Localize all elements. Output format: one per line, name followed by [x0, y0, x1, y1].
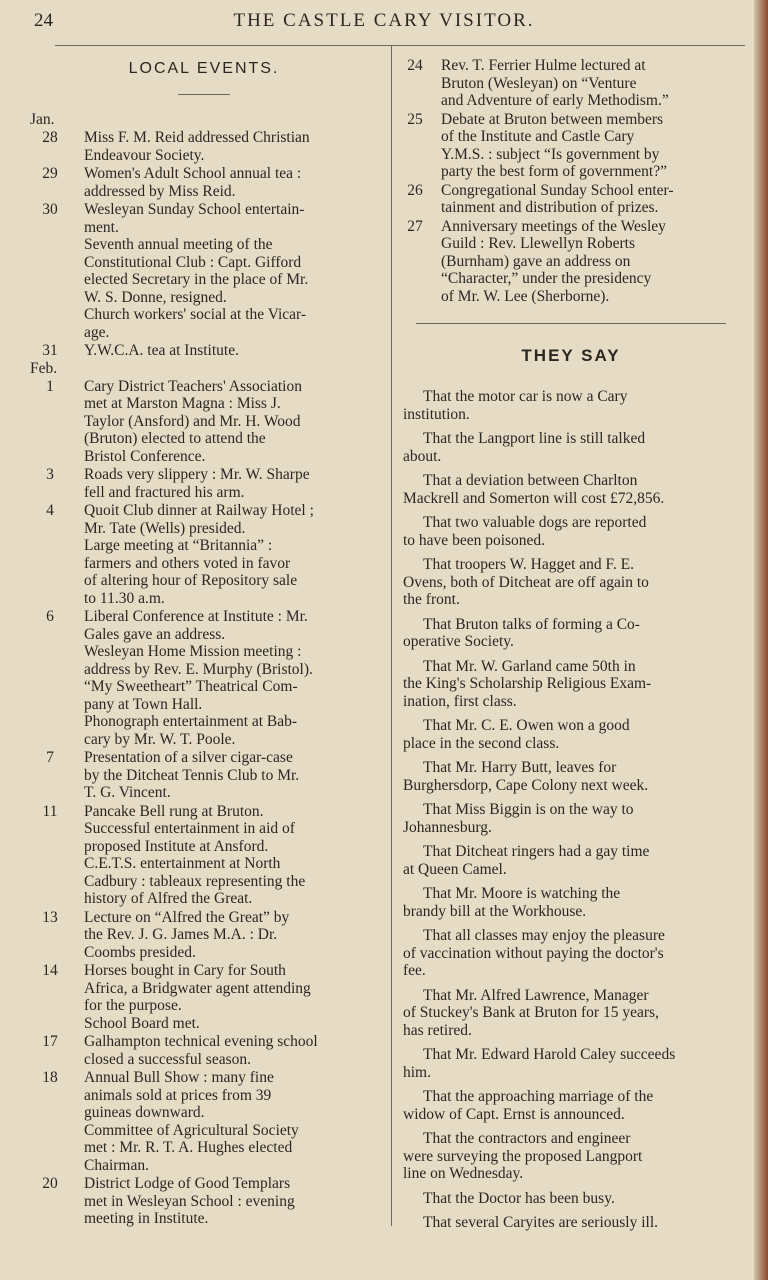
they-say-item [403, 658, 739, 711]
they-say-line: That the Langport line is still talked [423, 430, 646, 447]
event-day: 25 [407, 110, 423, 128]
they-say-line: place in the second class. [403, 734, 560, 752]
event-text-line: Mr. Tate (Wells) presided. [84, 519, 246, 537]
they-say-line: That Miss Biggin is on the way to [423, 801, 634, 818]
event-text-line: Debate at Bruton between members [441, 110, 664, 128]
event-text-line: Pancake Bell rung at Bruton. [84, 802, 264, 820]
event-text-line: met in Wesleyan School : evening [84, 1192, 295, 1210]
event-text-line: Gales gave an address. [84, 625, 226, 643]
they-say-line: That Mr. W. Garland came 50th in [423, 657, 636, 675]
event-text-line: Constitutional Club : Capt. Gifford [84, 253, 302, 271]
event-text-line: guineas downward. [84, 1104, 205, 1121]
they-say-line: to have been poisoned. [403, 531, 546, 549]
event-text-line: C.E.T.S. entertainment at North [84, 855, 281, 872]
event-text-line: Y.W.C.A. tea at Institute. [84, 342, 239, 359]
event-text-line: Y.M.S. : subject “Is government by [441, 145, 660, 163]
they-say-line: brandy bill at the Workhouse. [403, 902, 587, 920]
event-text-line: Galhampton technical evening school [84, 1033, 318, 1050]
event-entry [30, 1069, 378, 1174]
event-day: 17 [42, 1033, 58, 1050]
event-text-line: the Rev. J. G. James M.A. : Dr. [84, 926, 278, 943]
they-say-item [403, 472, 739, 507]
event-text-line: Annual Bull Show : many fine [84, 1069, 274, 1086]
they-say-line: That two valuable dogs are reported [423, 514, 647, 531]
event-text-line: tainment and distribution of prizes. [441, 199, 659, 216]
they-say-item [403, 927, 739, 980]
event-text-line: Taylor (Ansford) and Mr. H. Wood [84, 412, 301, 430]
event-text-line: (Burnham) gave an address on [441, 252, 631, 270]
event-text-line: for the purpose. [84, 997, 182, 1014]
event-day: 1 [46, 377, 54, 395]
event-text-line: Church workers' social at the Vicar- [84, 306, 307, 323]
event-text-line: Roads very slippery : Mr. W. Sharpe [84, 466, 310, 483]
they-say-line: operative Society. [403, 633, 514, 650]
event-text-line: W. S. Donne, resigned. [84, 288, 227, 306]
they-say-line: Mackrell and Somerton will cost £72,856. [403, 489, 665, 507]
they-say-item [403, 801, 739, 836]
event-day: 14 [42, 962, 58, 979]
event-text-line: Guild : Rev. Llewellyn Roberts [441, 235, 636, 252]
event-text-line: and Adventure of early Methodism.” [441, 92, 669, 109]
event-day: 11 [42, 802, 58, 820]
title-rule [178, 94, 230, 95]
event-entry [30, 342, 378, 360]
they-say-line: That several Caryites are seriously ill. [423, 1214, 659, 1231]
event-text-line: T. G. Vincent. [84, 784, 171, 801]
month-label: Jan. [30, 111, 55, 128]
event-text-line: Anniversary meetings of the Wesley [441, 217, 666, 235]
they-say-line: That Mr. C. E. Owen won a good [423, 717, 630, 734]
right-column [403, 56, 739, 1232]
they-say-line: were surveying the proposed Langport [403, 1147, 643, 1165]
they-say-line: about. [403, 447, 442, 465]
they-say-item [403, 514, 739, 549]
they-say-line: institution. [403, 405, 470, 423]
they-say-item [403, 430, 739, 465]
event-text-line: to 11.30 a.m. [84, 589, 165, 607]
month-label: Feb. [30, 359, 58, 377]
they-say-line: That troopers W. Hagget and F. E. [423, 556, 634, 573]
left-column [30, 56, 378, 1228]
they-say-line: That Mr. Moore is watching the [423, 885, 621, 902]
event-text-line: Africa, a Bridgwater agent attending [84, 979, 311, 997]
event-day: 3 [46, 466, 54, 483]
event-text-line: Successful entertainment in aid of [84, 820, 295, 837]
event-text-line: District Lodge of Good Templars [84, 1175, 291, 1192]
they-say-line: at Queen Camel. [403, 860, 507, 878]
event-text-line: animals sold at prices from 39 [84, 1086, 272, 1104]
event-text-line: Committee of Agricultural Society [84, 1121, 299, 1139]
event-text-line: Bruton (Wesleyan) on “Venture [441, 74, 637, 92]
event-day: 6 [46, 608, 54, 625]
local-events-title: LOCAL EVENTS. [128, 60, 280, 77]
event-day: 28 [42, 129, 58, 146]
event-entry [30, 608, 378, 748]
they-say-line: That a deviation between Charlton [423, 472, 638, 489]
event-text-line: Women's Adult School annual tea : [84, 165, 302, 182]
event-day: 4 [46, 502, 54, 519]
they-say-item [403, 388, 739, 423]
they-say-item [403, 843, 739, 878]
they-say-line: him. [403, 1063, 431, 1081]
event-day: 27 [407, 217, 423, 235]
event-entry [30, 129, 378, 164]
they-say-item [403, 556, 739, 609]
event-text-line: farmers and others voted in favor [84, 554, 291, 572]
event-text-line: Quoit Club dinner at Railway Hotel ; [84, 502, 314, 519]
page-number: 24 [34, 10, 53, 31]
event-text-line: Phonograph entertainment at Bab- [84, 713, 298, 730]
event-text-line: Lecture on “Alfred the Great” by [84, 908, 290, 926]
event-day: 24 [407, 57, 423, 74]
event-text-line: Miss F. M. Reid addressed Christian [84, 129, 310, 146]
event-entry [30, 502, 378, 607]
they-say-line: the front. [403, 591, 460, 608]
event-text-line: Bristol Conference. [84, 447, 206, 465]
they-say-line: of Stuckey's Bank at Bruton for 15 years, [403, 1004, 659, 1021]
event-text-line: age. [84, 323, 110, 341]
event-entry [30, 378, 378, 466]
event-day: 13 [42, 908, 58, 926]
event-entry [403, 57, 739, 110]
event-day: 26 [407, 181, 423, 199]
event-day: 7 [46, 749, 54, 766]
event-text-line: met at Marston Magna : Miss J. [84, 395, 281, 412]
event-text-line: elected Secretary in the place of Mr. [84, 271, 309, 288]
event-text-line: School Board met. [84, 1014, 200, 1032]
event-text-line: history of Alfred the Great. [84, 890, 253, 907]
they-say-item [403, 1190, 739, 1208]
they-say-line: widow of Capt. Ernst is announced. [403, 1105, 625, 1123]
event-text-line: meeting in Institute. [84, 1210, 209, 1227]
event-text-line: Coombs presided. [84, 943, 196, 961]
they-say-item [403, 987, 739, 1040]
event-text-line: Chairman. [84, 1156, 149, 1174]
they-say-line: That the motor car is now a Cary [423, 388, 628, 405]
event-day: 20 [42, 1175, 58, 1192]
event-entry [30, 749, 378, 802]
event-text-line: Cary District Teachers' Association [84, 377, 302, 395]
event-day: 31 [42, 342, 58, 359]
event-day: 30 [42, 201, 58, 218]
they-say-line: That all classes may enjoy the pleasure [423, 927, 665, 944]
they-say-line: Burghersdorp, Cape Colony next week. [403, 776, 649, 794]
event-text-line: Presentation of a silver cigar-case [84, 749, 293, 766]
event-text-line: address by Rev. E. Murphy (Bristol). [84, 660, 313, 678]
running-title: THE CASTLE CARY VISITOR. [233, 10, 535, 31]
event-day: 29 [42, 165, 58, 182]
they-say-line: That Mr. Edward Harold Caley succeeds [423, 1046, 676, 1063]
event-text-line: Congregational Sunday School enter- [441, 181, 674, 199]
they-say-title: THEY SAY [521, 346, 621, 365]
event-text-line: pany at Town Hall. [84, 695, 203, 713]
event-text-line: “My Sweetheart” Theatrical Com- [84, 678, 298, 695]
they-say-line: of vaccination without paying the doctor's [403, 944, 664, 962]
header-rule [55, 45, 745, 46]
event-text-line: closed a successful season. [84, 1050, 252, 1068]
local-events-list [30, 111, 378, 1228]
event-entry [30, 201, 378, 341]
they-say-item [403, 1130, 739, 1183]
event-text-line: by the Ditcheat Tennis Club to Mr. [84, 766, 300, 784]
they-say-item [403, 759, 739, 794]
they-say-line: That the approaching marriage of the [423, 1088, 654, 1105]
they-say-item [403, 1046, 739, 1081]
event-text-line: Wesleyan Sunday School entertain- [84, 201, 305, 218]
they-say-line: That the Doctor has been busy. [423, 1189, 615, 1207]
event-text-line: of altering hour of Repository sale [84, 572, 298, 589]
page-edge [754, 0, 768, 1280]
event-text-line: met : Mr. R. T. A. Hughes elected [84, 1139, 293, 1156]
they-say-line: has retired. [403, 1021, 472, 1039]
they-say-line: ination, first class. [403, 692, 517, 710]
they-say-line: That Bruton talks of forming a Co- [423, 615, 640, 633]
they-say-line: Johannesburg. [403, 818, 492, 836]
event-text-line: “Character,” under the presidency [441, 270, 652, 287]
local-events-continued [403, 57, 739, 305]
event-entry [30, 165, 378, 200]
event-entry [30, 466, 378, 501]
event-entry [403, 182, 739, 217]
event-text-line: (Bruton) elected to attend the [84, 430, 266, 447]
event-text-line: of the Institute and Castle Cary [441, 128, 635, 145]
event-entry [30, 1175, 378, 1228]
they-say-item [403, 1214, 739, 1232]
event-text-line: Wesleyan Home Mission meeting : [84, 643, 302, 660]
event-entry [30, 1033, 378, 1068]
event-text-line: cary by Mr. W. T. Poole. [84, 730, 236, 748]
event-entry [30, 909, 378, 962]
they-say-item [403, 717, 739, 752]
page-header [0, 6, 768, 36]
they-say-line: That Mr. Alfred Lawrence, Manager [423, 986, 649, 1004]
event-text-line: addressed by Miss Reid. [84, 182, 236, 200]
they-say-list [403, 388, 739, 1232]
event-entry [403, 111, 739, 181]
event-day: 18 [42, 1069, 58, 1086]
event-text-line: Cadbury : tableaux representing the [84, 872, 306, 890]
event-text-line: Seventh annual meeting of the [84, 236, 273, 253]
event-entry [403, 218, 739, 306]
they-say-item [403, 885, 739, 920]
they-say-line: line on Wednesday. [403, 1165, 524, 1182]
they-say-line: Ovens, both of Ditcheat are off again to [403, 573, 649, 591]
event-text-line: Horses bought in Cary for South [84, 962, 286, 979]
event-text-line: Endeavour Society. [84, 146, 205, 164]
they-say-line: That the contractors and engineer [423, 1130, 631, 1147]
they-say-item [403, 616, 739, 651]
event-text-line: ment. [84, 218, 119, 236]
column-divider [391, 46, 392, 1226]
they-say-item [403, 1088, 739, 1123]
they-say-line: That Mr. Harry Butt, leaves for [423, 759, 617, 776]
event-text-line: proposed Institute at Ansford. [84, 837, 269, 855]
event-entry [30, 803, 378, 908]
event-text-line: of Mr. W. Lee (Sherborne). [441, 287, 610, 305]
they-say-line: fee. [403, 962, 426, 979]
event-text-line: Large meeting at “Britannia” : [84, 537, 273, 554]
event-text-line: Liberal Conference at Institute : Mr. [84, 608, 308, 625]
event-entry [30, 962, 378, 1032]
section-rule [416, 323, 726, 324]
event-text-line: fell and fractured his arm. [84, 483, 245, 501]
they-say-line: the King's Scholarship Religious Exam- [403, 675, 652, 692]
they-say-line: That Ditcheat ringers had a gay time [423, 843, 650, 860]
event-text-line: Rev. T. Ferrier Hulme lectured at [441, 57, 646, 74]
event-text-line: party the best form of government?” [441, 163, 667, 180]
